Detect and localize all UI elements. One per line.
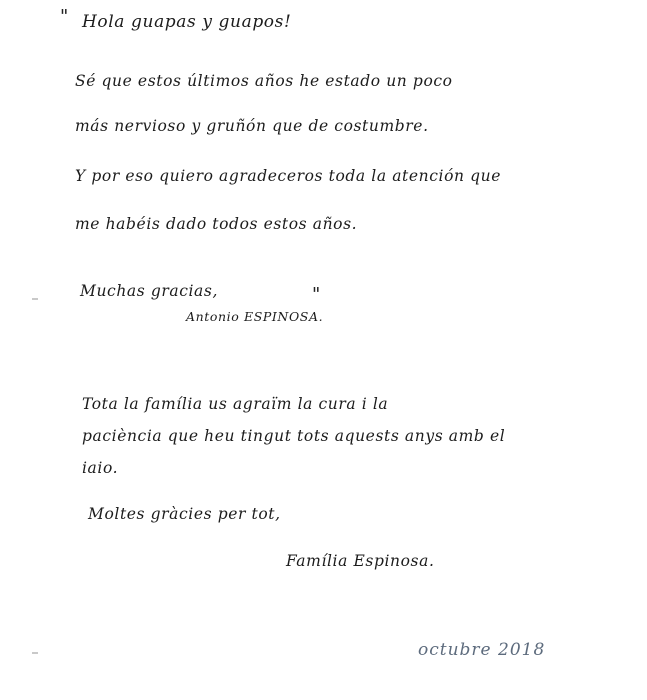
letter-date: octubre 2018 bbox=[418, 640, 546, 660]
margin-mark bbox=[32, 298, 38, 300]
paragraph-ca-line: paciència que heu tingut tots aquests anys amb el bbox=[82, 427, 506, 445]
close-quote-mark: " bbox=[312, 284, 321, 305]
closing-text: Muchas gracias, bbox=[80, 282, 218, 300]
margin-mark bbox=[32, 652, 38, 654]
signature: Antonio ESPINOSA. bbox=[186, 309, 324, 324]
open-quote-mark: " bbox=[60, 6, 69, 27]
closing-ca-text: Moltes gràcies per tot, bbox=[88, 505, 281, 523]
paragraph-ca-line: iaio. bbox=[82, 459, 119, 477]
paragraph-es-line: Sé que estos últimos años he estado un poco bbox=[75, 72, 453, 90]
paragraph-es-line: Y por eso quiero agradeceros toda la atención que bbox=[75, 167, 501, 185]
greeting: Hola guapas y guapos! bbox=[82, 12, 292, 32]
paragraph-es-line: más nervioso y gruñón que de costumbre. bbox=[75, 117, 429, 135]
family-signature: Família Espinosa. bbox=[286, 552, 435, 570]
paragraph-ca-line: Tota la família us agraïm la cura i la bbox=[82, 395, 389, 413]
paragraph-es-line: me habéis dado todos estos años. bbox=[75, 215, 358, 233]
